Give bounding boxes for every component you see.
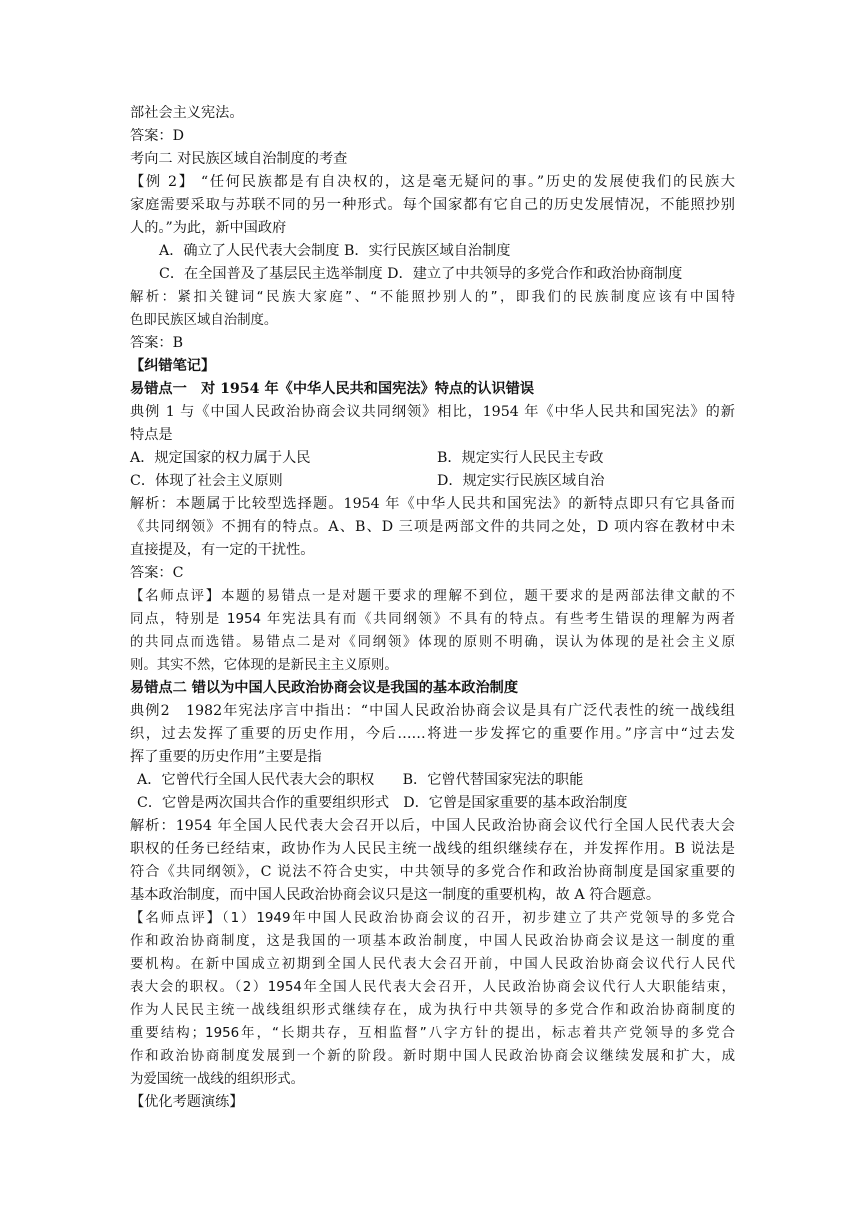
option-b: B．规定实行人民民主专政	[437, 450, 604, 466]
section-heading: 考向二 对民族区域自治制度的考查	[130, 151, 348, 167]
analysis-line: 解析：1954 年全国人民代表大会召开以后，中国人民政治协商会议代行全国人民代表大会	[130, 818, 735, 834]
teacher-comment-line: 表大会的职权。（2）1954年全国人民代表大会召开，人民政治协商会议代行人大职能结束，	[130, 980, 735, 995]
analysis-line: 解析：紧扣关键词“民族大家庭”、“不能照抄别人的”，即我们的民族制度应该有中国特	[130, 290, 735, 305]
teacher-comment-line: 作和政治协商制度，这是我国的一项基本政治制度，中国人民政治协商会议是这一制度的重	[130, 934, 735, 949]
teacher-comment-line: 【名师点评】本题的易错点一是对题干要求的理解不到位，题干要求的是两部法律文献的不	[130, 589, 735, 604]
example-question-line: 【例 2】 “任何民族都是有自决权的，这是毫无疑问的事。”历史的发展使我们的民族大	[130, 174, 735, 190]
answer-line: 答案：B	[130, 335, 183, 351]
example-question-line: 家庭需要采取与苏联不同的另一种形式。每个国家都有它自己的历史发展情况，不能照抄别	[130, 197, 735, 213]
example-question-line: 人的。”为此，新中国政府	[130, 220, 287, 236]
example-question-line: 挥了重要的历史作用”主要是指	[130, 749, 322, 765]
example-question-line: 典例 1 与《中国人民政治协商会议共同纲领》相比，1954 年《中华人民共和国宪法》的新	[130, 404, 735, 420]
analysis-line: 职权的任务已经结束，政协作为人民民主统一战线的组织继续存在，并发挥作用。B 说法是	[130, 841, 735, 857]
analysis-line: 直接提及，有一定的干扰性。	[130, 542, 315, 558]
option-line: C．它曾是两次国共合作的重要组织形式 D．它曾是国家重要的基本政治制度	[137, 795, 628, 811]
option-a: A．规定国家的权力属于人民	[130, 450, 311, 466]
example-question-line: 织，过去发挥了重要的历史作用，今后……将进一步发挥它的重要作用。”序言中“过去发	[130, 726, 735, 742]
teacher-comment-line: 要机构。在新中国成立初期到全国人民代表大会召开前，中国人民政治协商会议代行人民代	[130, 957, 735, 972]
teacher-comment-line: 作为人民民主统一战线组织形式继续存在，成为执行中共领导的多党合作和政治协商制度的	[130, 1003, 735, 1018]
example-question-line: 特点是	[130, 427, 173, 443]
option-line: A．它曾代行全国人民代表大会的职权 B．它曾代替国家宪法的职能	[137, 772, 584, 788]
teacher-comment-line: 则。其实不然，它体现的是新民主主义原则。	[130, 658, 398, 673]
option-line: A．确立了人民代表大会制度 B．实行民族区域自治制度	[159, 243, 511, 259]
error-point-heading: 易错点一 对 1954 年《中华人民共和国宪法》特点的认识错误	[130, 381, 535, 397]
option-row	[130, 447, 735, 470]
teacher-comment-line: 【名师点评】（1）1949年中国人民政治协商会议的召开，初步建立了共产党领导的多党合	[130, 911, 735, 926]
analysis-line: 解析：本题属于比较型选择题。1954 年《中华人民共和国宪法》的新特点即只有它具备而	[130, 496, 735, 512]
text-line: 部社会主义宪法。	[130, 105, 244, 121]
option-line: C．在全国普及了基层民主选举制度 D．建立了中共领导的多党合作和政治协商制度	[159, 266, 683, 282]
section-heading-practice: 【优化考题演练】	[130, 1094, 244, 1110]
option-row	[130, 470, 735, 493]
answer-line: 答案：C	[130, 565, 184, 581]
teacher-comment-line: 作和政治协商制度发展到一个新的阶段。新时期中国人民政治协商会议继续发展和扩大，成	[130, 1049, 735, 1064]
analysis-line: 色即民族区域自治制度。	[130, 313, 278, 328]
option-d: D．规定实行民族区域自治	[437, 473, 605, 489]
teacher-comment-line: 重要结构；1956年，“长期共存，互相监督”八字方针的提出，标志着共产党领导的多党合	[130, 1026, 735, 1041]
section-heading-notes: 【纠错笔记】	[130, 358, 216, 374]
analysis-line: 符合《共同纲领》，C 说法不符合史实，中共领导的多党合作和政治协商制度是国家重要的	[130, 864, 735, 880]
analysis-line: 《共同纲领》不拥有的特点。A、B、D 三项是两部文件的共同之处，D 项内容在教材中未	[130, 519, 735, 535]
answer-line: 答案：D	[130, 128, 184, 144]
document-page	[130, 102, 735, 1114]
teacher-comment-line: 为爱国统一战线的组织形式。	[130, 1072, 305, 1087]
teacher-comment-line: 的共同点而选错。易错点二是对《同纲领》体现的原则不明确，误认为体现的是社会主义原	[130, 635, 735, 650]
teacher-comment-line: 同点，特别是 1954 年宪法具有而《共同纲领》不具有的特点。有些考生错误的理解为两者	[130, 612, 735, 627]
option-c: C．体现了社会主义原则	[130, 473, 283, 489]
example-question-line: 典例2 1982年宪法序言中指出：“中国人民政治协商会议是具有广泛代表性的统一战线组	[130, 703, 735, 719]
analysis-line: 基本政治制度，而中国人民政治协商会议只是这一制度的重要机构，故 A 符合题意。	[130, 887, 661, 903]
error-point-heading: 易错点二 错以为中国人民政治协商会议是我国的基本政治制度	[130, 680, 519, 696]
